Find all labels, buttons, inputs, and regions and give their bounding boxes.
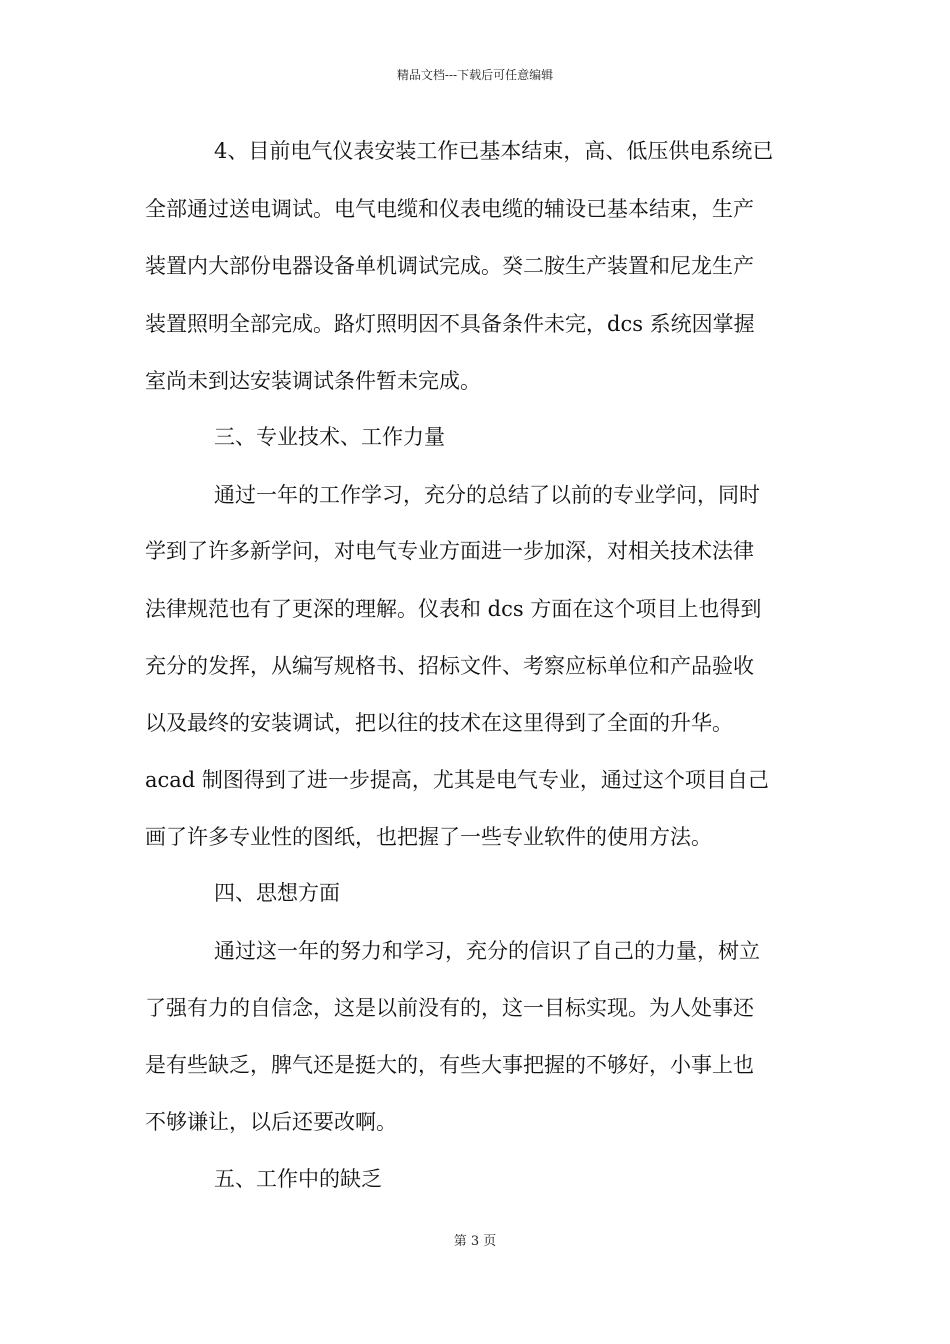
page-number: 第 3 页 — [453, 1234, 497, 1249]
text-line: 全部通过送电调试。电气电缆和仪表电缆的辅设已基本结束，生产 — [145, 197, 754, 221]
text-line: 不够谦让，以后还要改啊。 — [145, 1110, 397, 1134]
text-line: 充分的发挥，从编写规格书、招标文件、考察应标单位和产品验收 — [145, 654, 754, 678]
section-heading: 四、思想方面 — [214, 881, 340, 905]
text-line: 画了许多专业性的图纸，也把握了一些专业软件的使用方法。 — [145, 825, 712, 849]
text-line: 室尚未到达安装调试条件暂未完成。 — [145, 369, 481, 393]
text-line: 了强有力的自信念，这是以前没有的，这一目标实现。为人处事还 — [145, 996, 754, 1020]
text-line: 装置照明全部完成。路灯照明因不具备条件未完，dcs 系统因掌握 — [145, 312, 755, 336]
text-line: 法律规范也有了更深的理解。仪表和 dcs 方面在这个项目上也得到 — [145, 597, 762, 621]
text-line: 通过一年的工作学习，充分的总结了以前的专业学问，同时 — [214, 483, 760, 507]
section-heading: 三、专业技术、工作力量 — [214, 425, 445, 449]
page-header: 精品文档---下载后可任意编辑 — [396, 68, 554, 82]
text-line: 4、目前电气仪表安装工作已基本结束，高、低压供电系统已 — [214, 139, 774, 163]
section-heading: 五、工作中的缺乏 — [214, 1167, 382, 1191]
text-line: 学到了许多新学问，对电气专业方面进一步加深，对相关技术法律 — [145, 539, 754, 563]
text-line: 装置内大部份电器设备单机调试完成。癸二胺生产装置和尼龙生产 — [145, 254, 754, 278]
text-line: 以及最终的安装调试，把以往的技术在这里得到了全面的升华。 — [145, 711, 733, 735]
text-line: acad 制图得到了进一步提高，尤其是电气专业，通过这个项目自己 — [145, 768, 769, 792]
text-line: 通过这一年的努力和学习，充分的信识了自己的力量，树立 — [214, 939, 760, 963]
text-line: 是有些缺乏，脾气还是挺大的，有些大事把握的不够好，小事上也 — [145, 1053, 754, 1077]
